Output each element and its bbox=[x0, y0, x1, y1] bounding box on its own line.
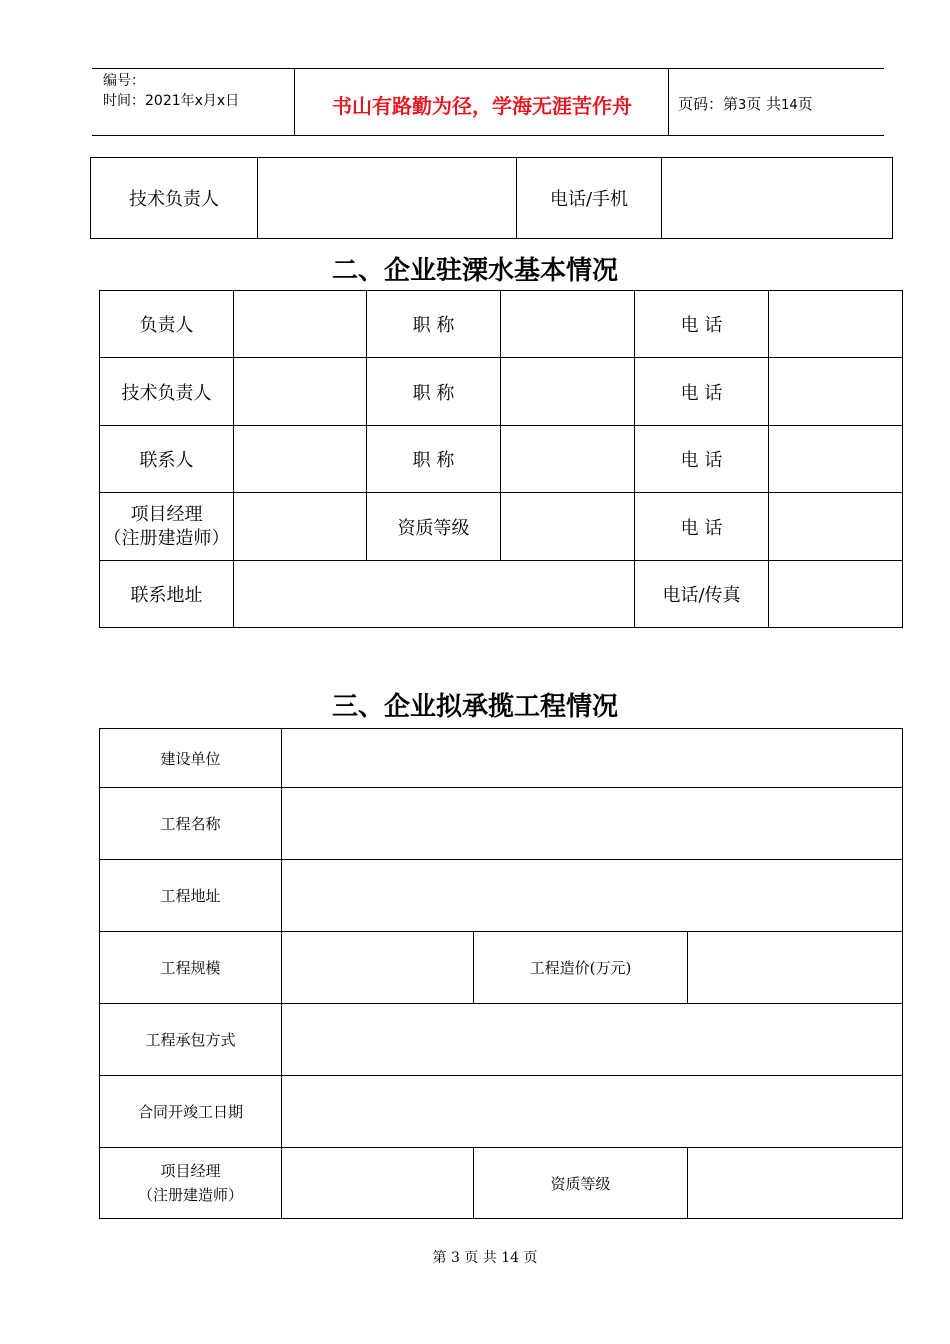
row2-title-label: 职 称 bbox=[367, 358, 501, 426]
row1-label: 负责人 bbox=[100, 291, 234, 358]
owner-label: 建设单位 bbox=[100, 729, 282, 788]
row3-label: 联系人 bbox=[100, 426, 234, 493]
row3-value[interactable] bbox=[234, 426, 367, 493]
section2-table bbox=[99, 290, 903, 628]
page-current: 3 bbox=[738, 98, 747, 113]
row2-phone-label: 电 话 bbox=[635, 358, 769, 426]
row3-title-label: 职 称 bbox=[367, 426, 501, 493]
project-address-label: 工程地址 bbox=[100, 860, 282, 932]
section2-title: 二、企业驻溧水基本情况 bbox=[331, 256, 618, 286]
doc-number-label: 编号： bbox=[103, 73, 145, 89]
section3-table bbox=[99, 728, 903, 1219]
header-divider-left bbox=[294, 68, 295, 135]
phone-fax-label: 电话/传真 bbox=[635, 561, 769, 628]
row2-phone-value[interactable] bbox=[769, 358, 903, 426]
project-cost-label: 工程造价(万元) bbox=[474, 932, 688, 1004]
row1-title-value[interactable] bbox=[501, 291, 635, 358]
row1-phone-value[interactable] bbox=[769, 291, 903, 358]
contract-dates-value[interactable] bbox=[282, 1076, 903, 1148]
row1-title-label: 职 称 bbox=[367, 291, 501, 358]
tech-lead-value[interactable] bbox=[258, 158, 517, 239]
row3-phone-label: 电 话 bbox=[635, 426, 769, 493]
address-label: 联系地址 bbox=[100, 561, 234, 628]
project-name-value[interactable] bbox=[282, 788, 903, 860]
row1-value[interactable] bbox=[234, 291, 367, 358]
header-bottom-rule bbox=[92, 135, 884, 136]
contract-mode-value[interactable] bbox=[282, 1004, 903, 1076]
row4-qual-label: 资质等级 bbox=[367, 493, 501, 561]
pm-label-line2: （注册建造师） bbox=[137, 1186, 243, 1204]
project-scale-value[interactable] bbox=[282, 932, 474, 1004]
row4-phone-label: 电 话 bbox=[635, 493, 769, 561]
row3-phone-value[interactable] bbox=[769, 426, 903, 493]
page-suffix: 页 bbox=[797, 95, 813, 113]
row4-value[interactable] bbox=[234, 493, 367, 561]
header-motto: 书山有路勤为径，学海无涯苦作舟 bbox=[332, 94, 632, 118]
project-scale-label: 工程规模 bbox=[100, 932, 282, 1004]
phone-fax-value[interactable] bbox=[769, 561, 903, 628]
row4-label bbox=[100, 493, 234, 561]
row3-title-value[interactable] bbox=[501, 426, 635, 493]
pm-qual-label: 资质等级 bbox=[474, 1148, 688, 1219]
section3-title: 三、企业拟承揽工程情况 bbox=[331, 692, 618, 722]
header-page-indicator bbox=[678, 93, 813, 114]
row4-phone-value[interactable] bbox=[769, 493, 903, 561]
doc-time-label: 时间：2021年x月x日 bbox=[103, 93, 240, 109]
page-middle: 页 共 bbox=[746, 95, 782, 113]
row2-value[interactable] bbox=[234, 358, 367, 426]
pm-qual-value[interactable] bbox=[688, 1148, 903, 1219]
phone-mobile-value[interactable] bbox=[662, 158, 893, 239]
page-total: 14 bbox=[781, 98, 798, 113]
pm-value[interactable] bbox=[282, 1148, 474, 1219]
pm-label-line1: 项目经理 bbox=[160, 1162, 221, 1180]
project-name-label: 工程名称 bbox=[100, 788, 282, 860]
row4-qual-value[interactable] bbox=[501, 493, 635, 561]
header-meta bbox=[103, 71, 239, 111]
top-continuation-table bbox=[90, 157, 893, 239]
row1-phone-label: 电 话 bbox=[635, 291, 769, 358]
row4-label-line2: （注册建造师） bbox=[103, 527, 230, 549]
page-prefix: 页码：第 bbox=[678, 95, 739, 113]
header-top-rule bbox=[92, 68, 884, 69]
row2-label: 技术负责人 bbox=[100, 358, 234, 426]
row4-label-line1: 项目经理 bbox=[130, 503, 203, 525]
pm-label bbox=[100, 1148, 282, 1219]
project-cost-value[interactable] bbox=[688, 932, 903, 1004]
phone-mobile-label: 电话/手机 bbox=[517, 158, 662, 239]
address-value[interactable] bbox=[234, 561, 635, 628]
header-divider-right bbox=[668, 68, 669, 135]
contract-dates-label: 合同开竣工日期 bbox=[100, 1076, 282, 1148]
owner-value[interactable] bbox=[282, 729, 903, 788]
page-footer: 第 3 页 共 14 页 bbox=[432, 1250, 538, 1266]
project-address-value[interactable] bbox=[282, 860, 903, 932]
row2-title-value[interactable] bbox=[501, 358, 635, 426]
contract-mode-label: 工程承包方式 bbox=[100, 1004, 282, 1076]
tech-lead-label: 技术负责人 bbox=[91, 158, 258, 239]
